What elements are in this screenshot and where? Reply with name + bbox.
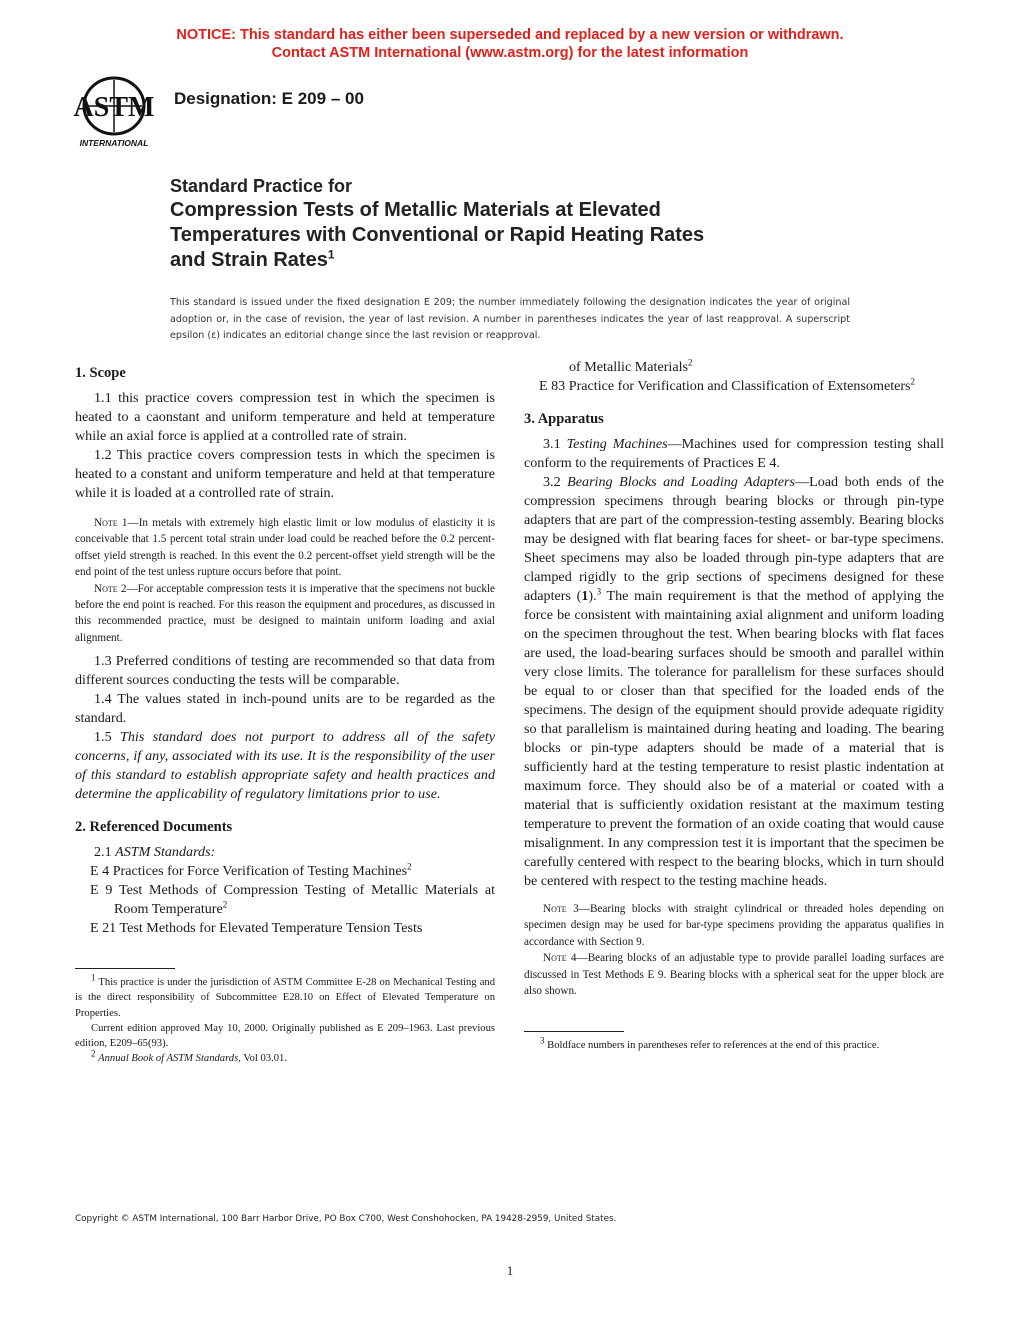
title-line-4: and Strain Rates: [170, 249, 328, 271]
notice-line-2: Contact ASTM International (www.astm.org) for the latest information: [271, 45, 749, 61]
title-line-1: Standard Practice for: [170, 176, 353, 196]
footnote-3-mark: 3: [540, 1035, 545, 1046]
para-3-2-text-b: ).: [588, 588, 597, 604]
para-3-1-number: 3.1: [543, 436, 561, 452]
footnote-1-text: This practice is under the jurisdiction of ASTM Committee E-28 on Mechanical Testing and is the direct responsibility of Subcommittee E28.10 on Effect of Elevated Temperature on Properties.: [75, 977, 495, 1019]
para-2-1-title: ASTM Standards:: [115, 844, 216, 861]
title-footnote-mark: 1: [327, 247, 335, 262]
title-line-3: Temperatures with Conventional or Rapid Heating Rates: [170, 224, 705, 246]
para-3-2: [524, 473, 944, 891]
note-3-text: —Bearing blocks with straight cylindrical or threaded holes depending on specimen design may be used for bar-type specimens providing the apparatus qualifies in accordance with Section 9.: [524, 903, 944, 948]
para-3-2-text-a: —Load both ends of the compression specimens through bearing blocks or through pin-type adapters that are part of the compression-testing assembly. Bearing blocks may be designed with flat bearing faces for sheet- or bar-type specimens. Sheet specimens may also be loaded through pin-type adapters that are clamped rigidly to the grip sections of specimens designed for these adapters (: [524, 474, 944, 604]
ref-e21-cont-text: of Metallic Materials: [569, 359, 688, 375]
ref-e83: [539, 377, 944, 396]
ref-e4: [90, 862, 495, 881]
ref-e21-text: E 21 Test Methods for Elevated Temperature Tension Tests: [90, 920, 423, 937]
section-heading-referenced: 2. Referenced Documents: [75, 819, 233, 836]
ref-e21-mark: 2: [687, 357, 693, 368]
footnote-1: [75, 972, 495, 1021]
para-2-1-number: 2.1: [94, 844, 112, 861]
note-3-label: Note 3: [543, 903, 579, 915]
footnote-3-text: Boldface numbers in parentheses refer to references at the end of this practice.: [547, 1040, 880, 1052]
para-1-5: [75, 728, 495, 804]
para-1-5-text: This standard does not purport to address all of the safety concerns, if any, associated with its use. It is the responsibility of the user of this standard to establish appropriate safety and health practices and determine the applicability of regulatory limitations prior to use.: [75, 729, 495, 803]
astm-logo-icon: [68, 74, 160, 154]
ref-e4-text: E 4 Practices for Force Verification of Testing Machines: [90, 863, 408, 880]
title-line-2: Compression Tests of Metallic Materials at Elevated: [170, 199, 661, 221]
note-3: [524, 901, 944, 950]
para-3-2-number: 3.2: [543, 474, 561, 490]
ref-e21: [90, 919, 495, 938]
ref-e21-continued: [539, 358, 944, 377]
para-3-2-mark: 3: [596, 586, 602, 597]
para-1-4: 1.4 The values stated in inch-pound units are to be regarded as the standard.: [75, 691, 495, 727]
notice-line-1: NOTICE: This standard has either been superseded and replaced by a new version or withdrawn.: [176, 27, 844, 43]
logo-letters: ASTM: [73, 92, 155, 123]
note-2-text: —For acceptable compression tests it is imperative that the specimens not buckle before the end point is reached. For this reason the equipment and procedures, as discussed in this recommended practice, must be designed to maintain uniform loading and axial alignment.: [75, 582, 495, 644]
ref-e83-mark: 2: [910, 376, 916, 387]
ref-e9-text: E 9 Test Methods of Compression Testing of Metallic Materials at Room Temperature: [90, 882, 495, 918]
para-3-2-ref-number: 1: [581, 588, 589, 604]
note-4: [524, 950, 944, 999]
para-1-1: 1.1 this practice covers compression test in which the specimen is heated to a caonstant and uniform temperature and held at temperature while an axial force is applied at a controlled rate of strain.: [75, 390, 495, 444]
issuance-statement: This standard is issued under the fixed designation E 209; the number immediately following the designation indicates the year of original adoption or, in the case of revision, the year of last revision. A number in parentheses indicates the year of last reapproval. A superscript epsilon (ε) indicates an editorial change since the last revision or reapproval.: [170, 297, 850, 341]
para-2-1: [75, 843, 495, 862]
note-1-text: —In metals with extremely high elastic limit or low modulus of elasticity it is conceivable that 1.5 percent total strain under load could be reached before the 0.2 percent-offset yield strength is reached. In this event the 0.2 percent-offset yield strength will be the end point of the test unless rupture occurs before that point.: [75, 517, 495, 579]
footnote-2-text: , Vol 03.01.: [238, 1053, 287, 1065]
designation: Designation: E 209 – 00: [174, 89, 364, 108]
ref-e9: [90, 881, 495, 919]
footnote-1-mark: 1: [91, 972, 96, 983]
left-column: [75, 358, 495, 1066]
note-1-label: Note 1: [94, 517, 128, 529]
astm-logo: [68, 74, 160, 154]
ref-e9-mark: 2: [222, 899, 228, 910]
para-1-2: 1.2 This practice covers compression tests in which the specimen is heated to a constant and uniform temperature and held at that temperature while it is loaded at a controlled rate of strain.: [75, 447, 495, 501]
para-3-2-italic: Bearing Blocks and Loading Adapters: [567, 474, 795, 490]
document-title: [170, 174, 850, 273]
para-3-1: [524, 435, 944, 473]
note-1: [75, 515, 495, 581]
para-1-3: 1.3 Preferred conditions of testing are recommended so that data from different sources conducting the tests will be comparable.: [75, 653, 495, 689]
right-column: [524, 358, 944, 1054]
section-heading-apparatus: 3. Apparatus: [524, 411, 604, 427]
footnote-2: [75, 1048, 495, 1066]
note-4-text: —Bearing blocks of an adjustable type to provide parallel loading surfaces are discussed in Test Methods E 9. Bearing blocks with a spherical seat for the upper block are also shown.: [524, 952, 944, 998]
copyright-line: Copyright © ASTM International, 100 Barr Harbor Drive, PO Box C700, West Conshohocken, PA 19428-2959, United States.: [75, 1214, 617, 1224]
footnote-2-italic: Annual Book of ASTM Standards: [98, 1053, 239, 1065]
ref-e4-mark: 2: [407, 861, 412, 872]
withdrawn-notice: [0, 26, 1020, 62]
ref-e83-text: E 83 Practice for Verification and Classification of Extensometers: [539, 378, 911, 394]
footnote-3: [524, 1035, 944, 1053]
footnote-1-edition: Current edition approved May 10, 2000. Originally published as E 209–1963. Last previous edition, E209–65(93).: [75, 1022, 495, 1050]
section-heading-scope: 1. Scope: [75, 365, 126, 381]
para-3-1-italic: Testing Machines: [566, 436, 668, 452]
page-number: 1: [506, 1263, 514, 1278]
note-2-label: Note 2: [94, 582, 127, 595]
note-4-label: Note 4: [543, 952, 577, 965]
para-3-1-text: —Machines used for compression testing shall conform to the requirements of Practices E 4.: [524, 436, 944, 471]
footnote-2-mark: 2: [91, 1048, 96, 1059]
note-2: [75, 581, 495, 647]
logo-caption: INTERNATIONAL: [79, 138, 149, 148]
para-1-5-number: 1.5: [94, 729, 112, 746]
para-3-2-text-c: The main requirement is that the method of applying the force be consistent with maintaining axial alignment and uniform loading on the specimen throughout the test. When bearing blocks with flat faces are used, the load-bearing surfaces should be smooth and parallel within very close limits. The tolerance for parallelism for these surfaces should be equal to or closer than that specified for the loaded ends of the specimens. The design of the equipment should provide adequate rigidity so that parallelism is maintained during heating and loading. The bearing blocks or pin-type adapters should be made of a material that is sufficiently hard at the testing temperature to resist plastic indentation at maximum force. They should also be of a material or coated with a material that is sufficiently oxidation resistant at the maximum testing temperature to prevent the formation of an oxide coating that would cause misalignment. In any compression test it is important that the specimen be carefully centered with respect to the bearing blocks, which in turn should be centered with respect to the testing machine heads.: [524, 588, 945, 889]
